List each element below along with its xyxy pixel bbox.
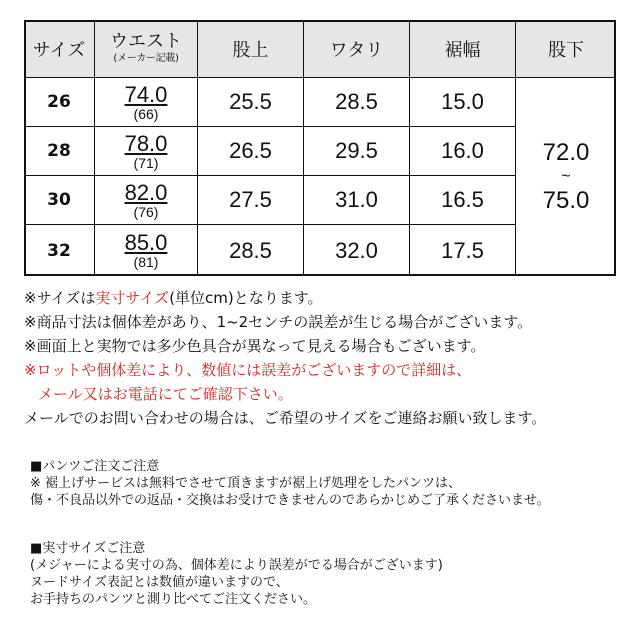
header-inseam: 股下 bbox=[516, 20, 616, 78]
size-table bbox=[24, 20, 616, 276]
row-thigh: 29.5 bbox=[304, 127, 410, 176]
header-waist-label: ウエスト bbox=[110, 31, 182, 52]
note-text: (単位cm)となります。 bbox=[169, 289, 323, 307]
pants-notice-line: 傷・不良品以外での返品・交換はお受けできませんのであらかじめご了承くださいませ。 bbox=[30, 493, 550, 508]
row-waist bbox=[95, 127, 198, 176]
pants-notice-title: ■パンツご注文ご注意 bbox=[30, 459, 160, 474]
row-waist bbox=[95, 176, 198, 225]
pants-notice-line: ※ 裾上げサービスは無料でさせて頂きますが裾上げ処理をしたパンツは、 bbox=[30, 476, 462, 491]
size-notice-line: ヌードサイズ表記とは数値が違いますので、 bbox=[30, 575, 289, 590]
inseam-tilde: ~ bbox=[561, 168, 571, 186]
header-thigh: ワタリ bbox=[304, 20, 410, 78]
header-waist-sub: (メーカー記載) bbox=[113, 53, 179, 64]
row-rise: 26.5 bbox=[198, 127, 304, 176]
row-thigh: 31.0 bbox=[304, 176, 410, 225]
row-waist bbox=[95, 78, 198, 127]
header-hem: 裾幅 bbox=[410, 20, 516, 78]
note-line bbox=[24, 286, 546, 310]
row-rise: 25.5 bbox=[198, 78, 304, 127]
row-size: 26 bbox=[24, 78, 95, 127]
row-thigh: 28.5 bbox=[304, 78, 410, 127]
waist-actual: 78.0 bbox=[124, 130, 168, 156]
size-notice bbox=[30, 540, 443, 608]
size-notice-line: お手持ちのパンツと測り比べてご注文ください。 bbox=[30, 592, 317, 607]
header-rise: 股上 bbox=[198, 20, 304, 78]
row-hem: 16.5 bbox=[410, 176, 516, 225]
note-line-warning: メール又はお電話にてご確認下さい。 bbox=[38, 385, 293, 403]
waist-actual: 74.0 bbox=[124, 81, 168, 107]
waist-maker: (71) bbox=[133, 154, 159, 171]
note-line-warning: ※ロットや個体差により、数値には誤差がございますので詳細は、 bbox=[24, 361, 472, 379]
row-size: 32 bbox=[24, 225, 95, 276]
waist-maker: (81) bbox=[133, 254, 159, 270]
header-size: サイズ bbox=[24, 20, 95, 78]
inseam-range bbox=[516, 78, 616, 276]
inseam-to: 75.0 bbox=[542, 186, 590, 214]
row-hem: 16.0 bbox=[410, 127, 516, 176]
row-thigh: 32.0 bbox=[304, 225, 410, 276]
waist-actual: 82.0 bbox=[124, 179, 168, 205]
row-size: 30 bbox=[24, 176, 95, 225]
row-hem: 15.0 bbox=[410, 78, 516, 127]
inseam-from: 72.0 bbox=[542, 138, 590, 166]
size-notes bbox=[24, 286, 546, 430]
header-waist bbox=[95, 20, 198, 78]
note-text: ※サイズは bbox=[24, 289, 96, 307]
size-notice-line: (メジャーによる実寸の為、個体差により誤差がでる場合がございます) bbox=[30, 558, 443, 573]
note-highlight: 実寸サイズ bbox=[95, 289, 170, 307]
waist-maker: (76) bbox=[133, 203, 159, 220]
note-line: ※画面上と実物では多少色具合が異なって見える場合もございます。 bbox=[24, 337, 486, 355]
pants-notice bbox=[30, 458, 550, 509]
row-size: 28 bbox=[24, 127, 95, 176]
row-rise: 27.5 bbox=[198, 176, 304, 225]
note-line: ※商品寸法は個体差があり、1~2センチの誤差が生じる場合がございます。 bbox=[24, 313, 533, 331]
size-notice-title: ■実寸サイズご注意 bbox=[30, 541, 146, 556]
waist-actual: 85.0 bbox=[124, 230, 168, 255]
note-line: メールでのお問い合わせの場合は、ご希望のサイズをご連絡お願い致します。 bbox=[24, 409, 547, 427]
waist-maker: (66) bbox=[133, 105, 159, 122]
row-rise: 28.5 bbox=[198, 225, 304, 276]
row-waist bbox=[95, 225, 198, 276]
row-hem: 17.5 bbox=[410, 225, 516, 276]
